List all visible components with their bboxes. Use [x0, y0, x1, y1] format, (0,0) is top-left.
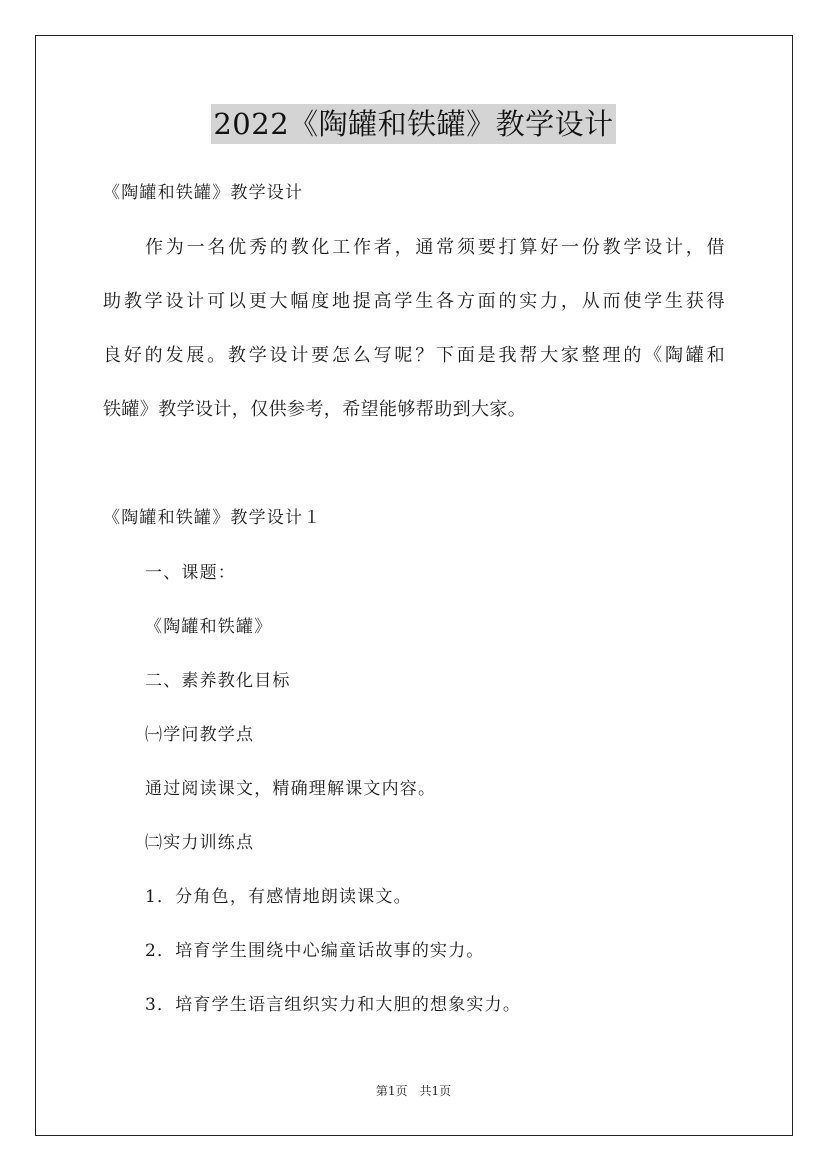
list-item: 通过阅读课文，精确理解课文内容。	[145, 779, 437, 799]
page-footer	[0, 1083, 827, 1099]
document-subtitle: 《陶罐和铁罐》教学设计	[103, 183, 304, 203]
list-item: ㈡实力训练点	[145, 833, 255, 853]
list-item: 1．分角色，有感情地朗读课文。	[145, 887, 412, 907]
list-item: 《陶罐和铁罐》	[145, 617, 273, 637]
section-heading: 《陶罐和铁罐》教学设计１	[103, 508, 322, 528]
list-item: 3．培育学生语言组织实力和大胆的想象实力。	[145, 995, 522, 1015]
list-item: 2．培育学生围绕中心编童话故事的实力。	[145, 941, 485, 961]
list-item: ㈠学问教学点	[145, 725, 255, 745]
title-container	[0, 104, 827, 144]
intro-paragraph-line: 良好的发展。教学设计要怎么写呢？下面是我帮大家整理的《陶罐和	[103, 345, 725, 366]
intro-paragraph-line: 铁罐》教学设计，仅供参考，希望能够帮助到大家。	[103, 399, 527, 420]
list-item: 二、素养教化目标	[145, 671, 291, 691]
intro-paragraph-line: 作为一名优秀的教化工作者，通常须要打算好一份教学设计，借	[145, 237, 725, 258]
document-title: 2022《陶罐和铁罐》教学设计	[211, 104, 615, 144]
intro-paragraph-line: 助教学设计可以更大幅度地提高学生各方面的实力，从而使学生获得	[103, 291, 725, 312]
list-item: 一、课题：	[145, 563, 236, 583]
page-indicator: 第1页 共1页	[375, 1084, 452, 1098]
